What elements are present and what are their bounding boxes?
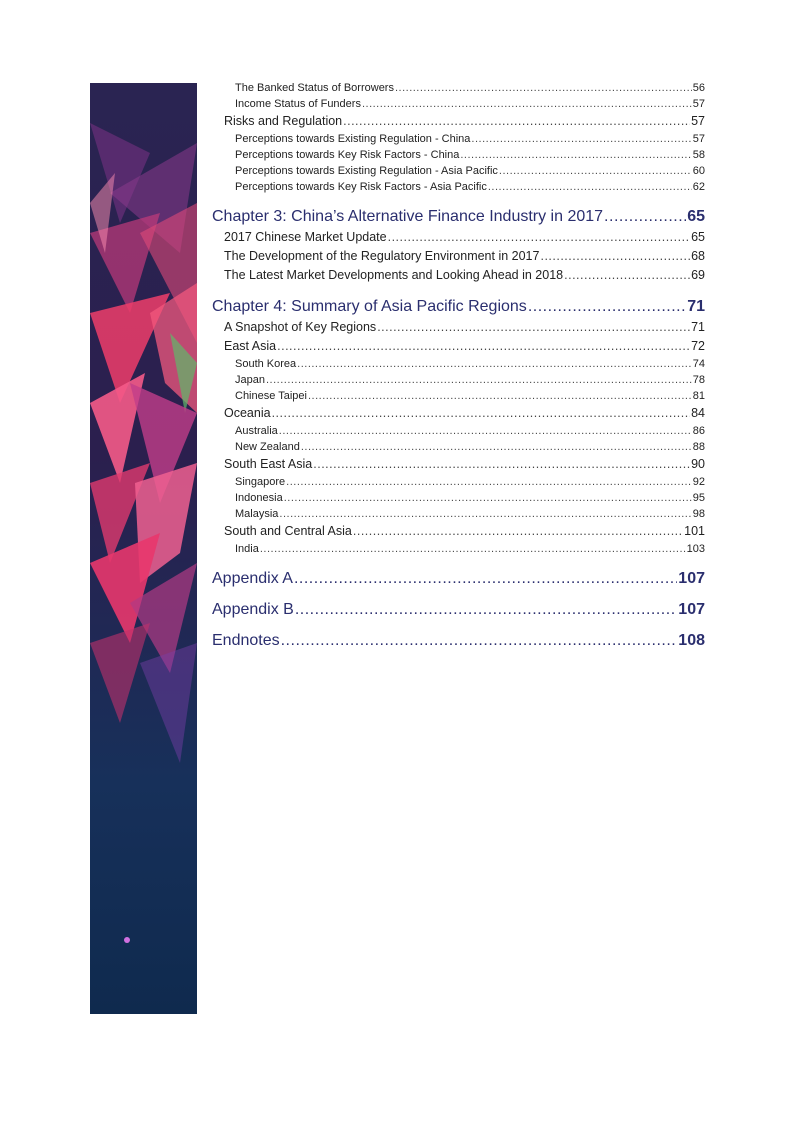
dot-leader xyxy=(286,474,692,490)
toc-entry-income-status[interactable] xyxy=(212,96,705,112)
toc-entry-label: Income Status of Funders xyxy=(235,98,361,110)
toc-entry-label: India xyxy=(235,543,259,555)
toc-entry-page: 81 xyxy=(692,390,705,402)
toc-entry-new-zealand[interactable] xyxy=(212,439,705,455)
toc-entry-label: South Korea xyxy=(235,358,297,370)
toc-entry-chinese-taipei[interactable] xyxy=(212,388,705,404)
toc-chapter-page: 71 xyxy=(687,298,705,315)
toc-entry-australia[interactable] xyxy=(212,423,705,439)
toc-entry-existing-regulation-apac[interactable] xyxy=(212,163,705,179)
toc-entry-page: 86 xyxy=(692,425,705,437)
dot-leader xyxy=(362,96,692,112)
toc-entry-label: Oceania xyxy=(224,406,271,420)
toc-entry-existing-regulation-china[interactable] xyxy=(212,131,705,147)
toc-chapter-3[interactable] xyxy=(212,206,705,228)
toc-appendix-a[interactable] xyxy=(212,568,705,590)
toc-entry-page: 98 xyxy=(692,508,705,520)
dot-leader xyxy=(308,388,692,404)
toc-entry-banked-status[interactable] xyxy=(212,80,705,96)
toc-entry-page: 84 xyxy=(691,406,705,420)
dot-leader xyxy=(377,318,690,337)
toc-entry-page: 101 xyxy=(684,524,705,538)
decorative-side-band xyxy=(90,83,197,1014)
toc-entry-risks-regulation[interactable] xyxy=(212,112,705,131)
dot-leader xyxy=(284,490,692,506)
toc-entry-page: 71 xyxy=(691,320,705,334)
table-of-contents xyxy=(212,80,705,652)
toc-entry-risk-factors-china[interactable] xyxy=(212,147,705,163)
toc-entry-label: Perceptions towards Existing Regulation - Asia Pacific xyxy=(235,165,498,177)
dot-leader xyxy=(499,163,692,179)
toc-entry-page: 56 xyxy=(692,82,705,94)
dot-leader xyxy=(279,506,691,522)
toc-entry-risk-factors-apac[interactable] xyxy=(212,179,705,195)
toc-entry-east-asia[interactable] xyxy=(212,337,705,356)
dot-leader xyxy=(471,131,691,147)
toc-chapter-label: Chapter 3: China’s Alternative Finance Industry in 2017 xyxy=(212,208,604,225)
toc-entry-page: 92 xyxy=(692,476,705,488)
dot-leader xyxy=(260,541,686,557)
toc-entry-label: Perceptions towards Existing Regulation - China xyxy=(235,133,471,145)
toc-entry-page: 90 xyxy=(691,457,705,471)
dot-leader xyxy=(604,206,686,228)
toc-chapter-page: 65 xyxy=(687,208,705,225)
toc-entry-label: The Banked Status of Borrowers xyxy=(235,82,394,94)
toc-entry-label: South and Central Asia xyxy=(224,524,352,538)
toc-chapter-label: Appendix A xyxy=(212,570,293,587)
toc-entry-label: Perceptions towards Key Risk Factors - Asia Pacific xyxy=(235,181,487,193)
toc-entry-label: Indonesia xyxy=(235,492,283,504)
dot-leader xyxy=(388,228,690,247)
toc-chapter-page: 108 xyxy=(678,632,705,649)
dot-leader xyxy=(295,599,677,621)
dot-leader xyxy=(488,179,692,195)
toc-endnotes[interactable] xyxy=(212,630,705,652)
toc-entry-south-east-asia[interactable] xyxy=(212,455,705,474)
toc-entry-page: 60 xyxy=(692,165,705,177)
toc-entry-label: Australia xyxy=(235,425,278,437)
toc-entry-page: 88 xyxy=(692,441,705,453)
toc-entry-chinese-market-update[interactable] xyxy=(212,228,705,247)
toc-entry-page: 65 xyxy=(691,230,705,244)
dot-leader xyxy=(297,356,692,372)
toc-entry-label: South East Asia xyxy=(224,457,313,471)
toc-entry-snapshot-regions[interactable] xyxy=(212,318,705,337)
toc-entry-label: Malaysia xyxy=(235,508,279,520)
dot-leader xyxy=(313,455,690,474)
toc-entry-india[interactable] xyxy=(212,541,705,557)
toc-entry-oceania[interactable] xyxy=(212,404,705,423)
toc-entry-label: The Latest Market Developments and Looking Ahead in 2018 xyxy=(224,268,564,282)
dot-leader xyxy=(343,112,690,131)
toc-entry-latest-developments[interactable] xyxy=(212,266,705,285)
toc-entry-singapore[interactable] xyxy=(212,474,705,490)
toc-chapter-label: Appendix B xyxy=(212,601,294,618)
toc-entry-page: 78 xyxy=(692,374,705,386)
toc-entry-malaysia[interactable] xyxy=(212,506,705,522)
toc-entry-page: 74 xyxy=(692,358,705,370)
dot-leader xyxy=(353,522,683,541)
toc-entry-label: Perceptions towards Key Risk Factors - China xyxy=(235,149,460,161)
toc-appendix-b[interactable] xyxy=(212,599,705,621)
toc-entry-page: 57 xyxy=(692,133,705,145)
dot-leader xyxy=(301,439,692,455)
toc-entry-label: The Development of the Regulatory Environment in 2017 xyxy=(224,249,540,263)
toc-entry-label: 2017 Chinese Market Update xyxy=(224,230,387,244)
toc-entry-page: 57 xyxy=(691,114,705,128)
toc-entry-indonesia[interactable] xyxy=(212,490,705,506)
toc-chapter-label: Chapter 4: Summary of Asia Pacific Regions xyxy=(212,298,527,315)
dot-leader xyxy=(528,296,686,318)
toc-entry-regulatory-development[interactable] xyxy=(212,247,705,266)
toc-entry-page: 62 xyxy=(692,181,705,193)
toc-entry-page: 95 xyxy=(692,492,705,504)
toc-chapter-label: Endnotes xyxy=(212,632,280,649)
toc-entry-page: 57 xyxy=(692,98,705,110)
toc-entry-south-central-asia[interactable] xyxy=(212,522,705,541)
toc-entry-page: 69 xyxy=(691,268,705,282)
toc-entry-label: New Zealand xyxy=(235,441,300,453)
toc-entry-japan[interactable] xyxy=(212,372,705,388)
dot-leader xyxy=(279,423,692,439)
dot-leader xyxy=(460,147,691,163)
toc-entry-label: Japan xyxy=(235,374,265,386)
toc-chapter-page: 107 xyxy=(678,601,705,618)
dot-leader xyxy=(564,266,690,285)
dot-leader xyxy=(272,404,691,423)
toc-entry-label: Singapore xyxy=(235,476,286,488)
toc-entry-page: 103 xyxy=(686,543,705,555)
toc-entry-label: East Asia xyxy=(224,339,277,353)
toc-entry-label: A Snapshot of Key Regions xyxy=(224,320,377,334)
toc-chapter-page: 107 xyxy=(678,570,705,587)
abstract-polygon-art xyxy=(90,83,197,1014)
dot-leader xyxy=(281,630,678,652)
toc-entry-label: Chinese Taipei xyxy=(235,390,307,402)
dot-leader xyxy=(540,247,690,266)
dot-leader xyxy=(277,337,690,356)
toc-chapter-4[interactable] xyxy=(212,296,705,318)
toc-entry-page: 58 xyxy=(692,149,705,161)
dot-leader xyxy=(294,568,677,590)
dot-leader xyxy=(266,372,692,388)
toc-entry-label: Risks and Regulation xyxy=(224,114,343,128)
dot-leader xyxy=(395,80,692,96)
toc-entry-page: 72 xyxy=(691,339,705,353)
toc-entry-south-korea[interactable] xyxy=(212,356,705,372)
toc-entry-page: 68 xyxy=(691,249,705,263)
